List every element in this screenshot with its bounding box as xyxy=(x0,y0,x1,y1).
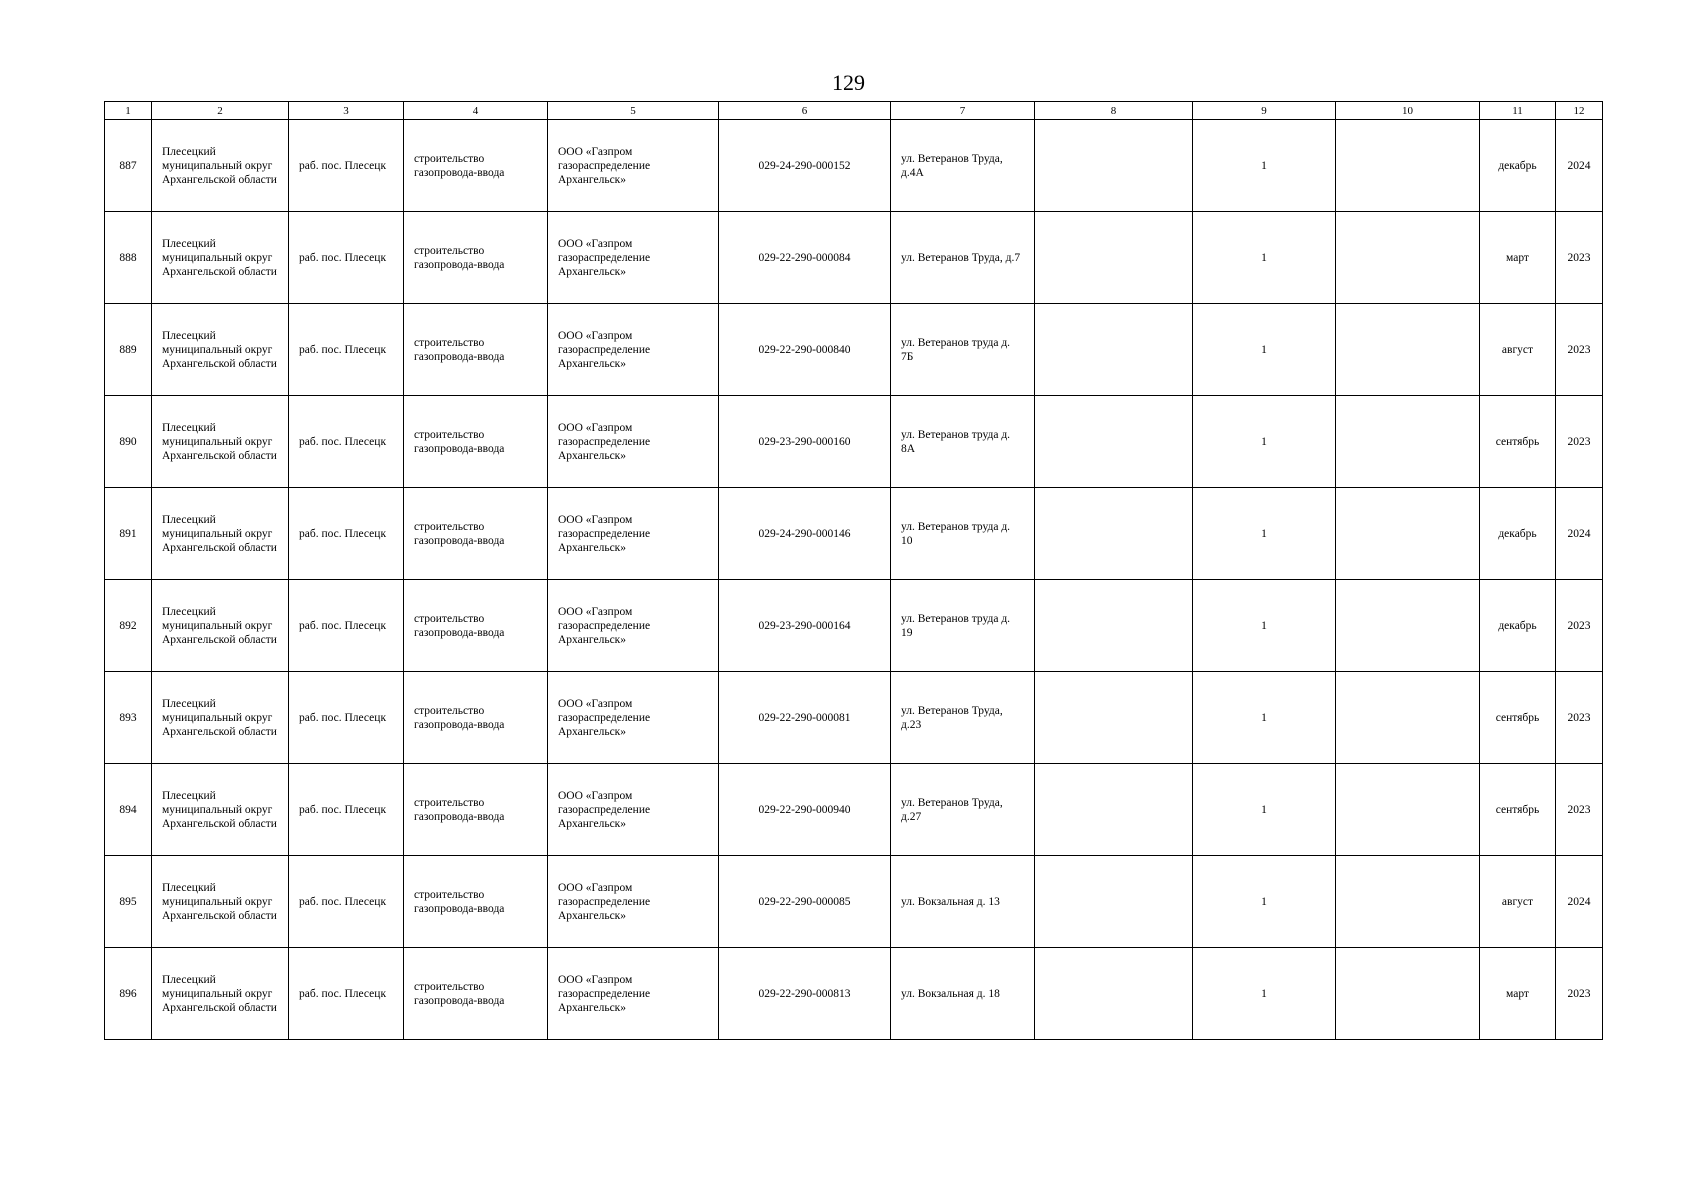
month-cell: декабрь xyxy=(1480,580,1556,672)
column-10-cell xyxy=(1336,856,1480,948)
column-header: 8 xyxy=(1035,102,1193,120)
address-cell: ул. Ветеранов труда д. 19 xyxy=(891,580,1035,672)
quantity-cell: 1 xyxy=(1193,948,1336,1040)
row-number-cell: 893 xyxy=(105,672,152,764)
row-number-cell: 896 xyxy=(105,948,152,1040)
address-cell: ул. Ветеранов Труда, д.7 xyxy=(891,212,1035,304)
column-10-cell xyxy=(1336,948,1480,1040)
column-8-cell xyxy=(1035,396,1193,488)
column-8-cell xyxy=(1035,672,1193,764)
column-8-cell xyxy=(1035,212,1193,304)
district-cell: Плесецкий муниципальный округ Архангельской области xyxy=(152,672,289,764)
row-number-cell: 890 xyxy=(105,396,152,488)
table-row xyxy=(105,212,1603,304)
column-number-row xyxy=(105,102,1603,120)
address-cell: ул. Ветеранов труда д. 8А xyxy=(891,396,1035,488)
district-cell: Плесецкий муниципальный округ Архангельской области xyxy=(152,304,289,396)
column-8-cell xyxy=(1035,856,1193,948)
organization-cell: ООО «Газпром газораспределение Архангельск» xyxy=(548,580,719,672)
registry-code-cell: 029-22-290-000813 xyxy=(719,948,891,1040)
registry-code-cell: 029-24-290-000152 xyxy=(719,120,891,212)
table-row xyxy=(105,120,1603,212)
table-row xyxy=(105,764,1603,856)
year-cell: 2023 xyxy=(1556,948,1603,1040)
settlement-cell: раб. пос. Плесецк xyxy=(289,948,404,1040)
work-type-cell: строительство газопровода-ввода xyxy=(404,488,548,580)
year-cell: 2024 xyxy=(1556,120,1603,212)
column-10-cell xyxy=(1336,304,1480,396)
column-10-cell xyxy=(1336,672,1480,764)
district-cell: Плесецкий муниципальный округ Архангельской области xyxy=(152,764,289,856)
work-type-cell: строительство газопровода-ввода xyxy=(404,120,548,212)
month-cell: сентябрь xyxy=(1480,764,1556,856)
organization-cell: ООО «Газпром газораспределение Архангельск» xyxy=(548,488,719,580)
column-header: 2 xyxy=(152,102,289,120)
registry-code-cell: 029-22-290-000940 xyxy=(719,764,891,856)
table-row xyxy=(105,488,1603,580)
column-8-cell xyxy=(1035,948,1193,1040)
work-type-cell: строительство газопровода-ввода xyxy=(404,948,548,1040)
district-cell: Плесецкий муниципальный округ Архангельской области xyxy=(152,120,289,212)
registry-code-cell: 029-22-290-000084 xyxy=(719,212,891,304)
work-type-cell: строительство газопровода-ввода xyxy=(404,304,548,396)
column-10-cell xyxy=(1336,212,1480,304)
quantity-cell: 1 xyxy=(1193,120,1336,212)
month-cell: март xyxy=(1480,212,1556,304)
registry-code-cell: 029-22-290-000840 xyxy=(719,304,891,396)
registry-code-cell: 029-23-290-000164 xyxy=(719,580,891,672)
month-cell: март xyxy=(1480,948,1556,1040)
quantity-cell: 1 xyxy=(1193,212,1336,304)
work-type-cell: строительство газопровода-ввода xyxy=(404,396,548,488)
organization-cell: ООО «Газпром газораспределение Архангельск» xyxy=(548,304,719,396)
column-header: 7 xyxy=(891,102,1035,120)
work-type-cell: строительство газопровода-ввода xyxy=(404,764,548,856)
organization-cell: ООО «Газпром газораспределение Архангельск» xyxy=(548,764,719,856)
settlement-cell: раб. пос. Плесецк xyxy=(289,856,404,948)
address-cell: ул. Ветеранов Труда, д.4А xyxy=(891,120,1035,212)
registry-code-cell: 029-23-290-000160 xyxy=(719,396,891,488)
quantity-cell: 1 xyxy=(1193,396,1336,488)
column-8-cell xyxy=(1035,120,1193,212)
column-header: 12 xyxy=(1556,102,1603,120)
month-cell: декабрь xyxy=(1480,120,1556,212)
quantity-cell: 1 xyxy=(1193,488,1336,580)
address-cell: ул. Вокзальная д. 13 xyxy=(891,856,1035,948)
column-header: 11 xyxy=(1480,102,1556,120)
row-number-cell: 895 xyxy=(105,856,152,948)
quantity-cell: 1 xyxy=(1193,304,1336,396)
settlement-cell: раб. пос. Плесецк xyxy=(289,396,404,488)
month-cell: август xyxy=(1480,856,1556,948)
column-header: 9 xyxy=(1193,102,1336,120)
column-8-cell xyxy=(1035,488,1193,580)
year-cell: 2023 xyxy=(1556,304,1603,396)
month-cell: сентябрь xyxy=(1480,396,1556,488)
table-row xyxy=(105,948,1603,1040)
column-8-cell xyxy=(1035,304,1193,396)
settlement-cell: раб. пос. Плесецк xyxy=(289,304,404,396)
column-header: 10 xyxy=(1336,102,1480,120)
table-row xyxy=(105,304,1603,396)
column-10-cell xyxy=(1336,396,1480,488)
registry-code-cell: 029-22-290-000085 xyxy=(719,856,891,948)
year-cell: 2023 xyxy=(1556,764,1603,856)
year-cell: 2024 xyxy=(1556,856,1603,948)
address-cell: ул. Вокзальная д. 18 xyxy=(891,948,1035,1040)
year-cell: 2024 xyxy=(1556,488,1603,580)
registry-table xyxy=(104,101,1603,1040)
year-cell: 2023 xyxy=(1556,396,1603,488)
organization-cell: ООО «Газпром газораспределение Архангельск» xyxy=(548,120,719,212)
address-cell: ул. Ветеранов Труда, д.23 xyxy=(891,672,1035,764)
quantity-cell: 1 xyxy=(1193,672,1336,764)
settlement-cell: раб. пос. Плесецк xyxy=(289,120,404,212)
quantity-cell: 1 xyxy=(1193,580,1336,672)
organization-cell: ООО «Газпром газораспределение Архангельск» xyxy=(548,948,719,1040)
month-cell: декабрь xyxy=(1480,488,1556,580)
table-row xyxy=(105,672,1603,764)
column-header: 6 xyxy=(719,102,891,120)
district-cell: Плесецкий муниципальный округ Архангельской области xyxy=(152,580,289,672)
row-number-cell: 888 xyxy=(105,212,152,304)
column-8-cell xyxy=(1035,764,1193,856)
column-8-cell xyxy=(1035,580,1193,672)
district-cell: Плесецкий муниципальный округ Архангельской области xyxy=(152,948,289,1040)
year-cell: 2023 xyxy=(1556,672,1603,764)
column-10-cell xyxy=(1336,120,1480,212)
column-header: 1 xyxy=(105,102,152,120)
column-10-cell xyxy=(1336,488,1480,580)
address-cell: ул. Ветеранов Труда, д.27 xyxy=(891,764,1035,856)
year-cell: 2023 xyxy=(1556,212,1603,304)
organization-cell: ООО «Газпром газораспределение Архангельск» xyxy=(548,396,719,488)
address-cell: ул. Ветеранов труда д. 7Б xyxy=(891,304,1035,396)
quantity-cell: 1 xyxy=(1193,764,1336,856)
month-cell: август xyxy=(1480,304,1556,396)
row-number-cell: 889 xyxy=(105,304,152,396)
work-type-cell: строительство газопровода-ввода xyxy=(404,580,548,672)
work-type-cell: строительство газопровода-ввода xyxy=(404,672,548,764)
quantity-cell: 1 xyxy=(1193,856,1336,948)
settlement-cell: раб. пос. Плесецк xyxy=(289,488,404,580)
column-header: 5 xyxy=(548,102,719,120)
table-row xyxy=(105,396,1603,488)
work-type-cell: строительство газопровода-ввода xyxy=(404,856,548,948)
registry-code-cell: 029-22-290-000081 xyxy=(719,672,891,764)
registry-code-cell: 029-24-290-000146 xyxy=(719,488,891,580)
organization-cell: ООО «Газпром газораспределение Архангельск» xyxy=(548,856,719,948)
settlement-cell: раб. пос. Плесецк xyxy=(289,764,404,856)
district-cell: Плесецкий муниципальный округ Архангельской области xyxy=(152,856,289,948)
row-number-cell: 887 xyxy=(105,120,152,212)
settlement-cell: раб. пос. Плесецк xyxy=(289,212,404,304)
row-number-cell: 892 xyxy=(105,580,152,672)
column-10-cell xyxy=(1336,764,1480,856)
address-cell: ул. Ветеранов труда д. 10 xyxy=(891,488,1035,580)
month-cell: сентябрь xyxy=(1480,672,1556,764)
column-10-cell xyxy=(1336,580,1480,672)
work-type-cell: строительство газопровода-ввода xyxy=(404,212,548,304)
row-number-cell: 891 xyxy=(105,488,152,580)
organization-cell: ООО «Газпром газораспределение Архангельск» xyxy=(548,212,719,304)
table-row xyxy=(105,856,1603,948)
settlement-cell: раб. пос. Плесецк xyxy=(289,580,404,672)
page-number: 129 xyxy=(832,70,865,95)
table-row xyxy=(105,580,1603,672)
year-cell: 2023 xyxy=(1556,580,1603,672)
row-number-cell: 894 xyxy=(105,764,152,856)
settlement-cell: раб. пос. Плесецк xyxy=(289,672,404,764)
column-header: 3 xyxy=(289,102,404,120)
column-header: 4 xyxy=(404,102,548,120)
district-cell: Плесецкий муниципальный округ Архангельской области xyxy=(152,212,289,304)
organization-cell: ООО «Газпром газораспределение Архангельск» xyxy=(548,672,719,764)
district-cell: Плесецкий муниципальный округ Архангельской области xyxy=(152,396,289,488)
district-cell: Плесецкий муниципальный округ Архангельской области xyxy=(152,488,289,580)
